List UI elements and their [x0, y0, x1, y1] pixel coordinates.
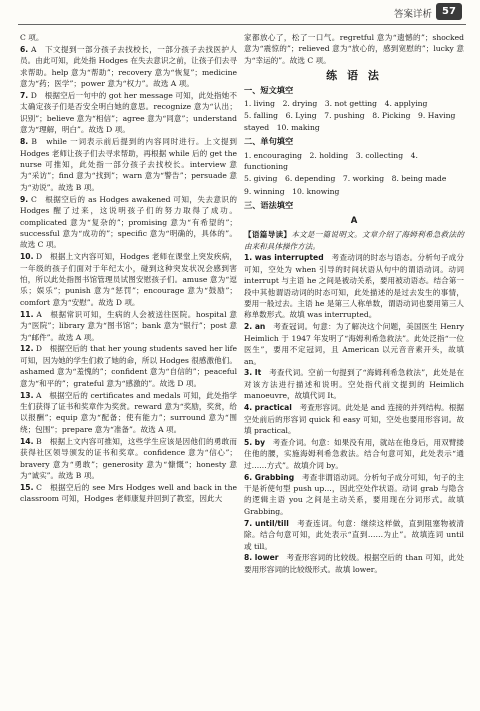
section-heading-1: [244, 85, 464, 96]
header-label: 答案详析: [393, 9, 432, 20]
answer-number: 3.: [244, 368, 253, 378]
explanation-text: 考查冠词。句意：为了解决这个问题，美国医生 Henry Heimlich 于 1947 年发明了“海姆利希急救法”。此处泛指“一位医生”，要用不定冠词，且 American 以元音音素开头，故填 an。: [244, 322, 464, 366]
answer-word: an: [254, 322, 266, 332]
grammar-answer-item: [244, 472, 464, 518]
answer-number: 4.: [244, 403, 253, 413]
explanation-text: 考查动词的时态与语态。分析句子成分可知，空处为 when 引导的时间状语从句中的谓语动词。动词 interrupt 与主语 he 之间是被动关系，要用被动语态。结合第一段中其他谓语动词的时态可知，此处描述的是过去发生的事情，要用一般过去。主语 he 是第三人称单数，谓语动词也要用第三人称单数形式。故填 was interrupted。: [244, 253, 465, 320]
page-header: [0, 0, 480, 26]
answer-number: 6.: [244, 472, 253, 482]
answer-number: 5.: [244, 437, 253, 447]
explanation-paragraph: [20, 251, 237, 308]
grammar-answer-item: [244, 552, 464, 575]
section-heading-2-text: 二、单句填空: [244, 136, 294, 147]
part-label: A: [350, 215, 358, 226]
grammar-answer-item: [244, 518, 464, 552]
answer-line: 5. falling 6. Lying 7. pushing 8. Picking 9. Having stayed 10. making: [244, 111, 456, 132]
explanation-paragraph: [20, 390, 237, 436]
grammar-answer-item: [244, 252, 464, 320]
explanation-paragraph: [20, 90, 237, 136]
explanation-text: 家都放心了，松了一口气。regretful 意为“遗憾的”；shocked 意为“震惊的”；relieved 意为“放心的，感到宽慰的”；lucky 意为“幸运的”。故选 C 项。: [244, 33, 464, 65]
explanation-text: 考查形容词。此处是 and 连接的并列结构。根据空处前后的形容词 quick 和 easy 可知，空处也要用形容词。故填 practical。: [244, 403, 465, 435]
grammar-answer-item: [244, 321, 464, 367]
explanation-text: D 根据空后一句中的 got her message 可知，此处指她不太确定孩子们是否安全明白她的意思。recognize 意为“认出；识别”；believe 意为“相信”；agree 意为“同意”；understand 意为“理解，明白”。故选 D 项。: [20, 91, 237, 135]
answer-number: 7.: [244, 518, 253, 528]
explanation-paragraph: [20, 343, 237, 389]
answer-number: 12.: [20, 344, 34, 354]
answer-word: practical: [254, 403, 292, 413]
right-column: [244, 32, 464, 576]
section-heading-3: [244, 200, 464, 211]
explanation-text: D 根据上文内容可知，Hodges 老师在课堂上突发疾病，一年级的孩子们面对于年纪太小，碰到这种突发状况会感到害怕，所以此处指图书馆管理员试图安慰孩子们。amuse 意为“逗乐；娱乐”；punish 意为“惩罚”；encourage 意为“鼓励”；comfort 意为“安慰”。故选 D 项。: [20, 252, 237, 307]
grammar-answer-item: [244, 402, 464, 436]
left-column: [20, 32, 237, 505]
passage-guide: [244, 229, 464, 252]
answer-number: 2.: [244, 322, 253, 332]
explanation-text: C 根据空后的 as Hodges awakened 可知，失去意识的 Hodges 醒了过来，这说明孩子们的努力取得了成功。complicated 意为“复杂的”；promising 意为“有希望的”；successful 意为“成功的”；specific 意为“明确的，具体的”。故选 C 项。: [20, 194, 237, 250]
answer-word: until/till: [254, 518, 289, 528]
right-continued-text: [244, 32, 464, 66]
section-heading-2: [244, 136, 464, 147]
answer-number: 14.: [20, 436, 34, 446]
explanation-text: 考查代词。空前一句提到了“海姆利希急救法”，此处是在对该方法进行描述和说明。空处指代前文提到的 Heimlich manoeuvre，故填代词 It。: [244, 368, 465, 401]
answer-number: 8.: [20, 137, 29, 147]
guide-tag: 【语篇导读】: [244, 230, 292, 240]
answer-word: lower: [254, 553, 279, 563]
answer-number: 11.: [20, 309, 34, 319]
answer-line: 1. encouraging 2. holding 3. collecting 4. functioning: [244, 150, 418, 172]
section-1-answers: [244, 98, 464, 133]
explanation-paragraph: [20, 482, 237, 505]
practice-title: 练 语 法: [326, 69, 382, 83]
answer-number: 1.: [244, 253, 253, 263]
explanation-paragraph: [20, 136, 237, 193]
answer-line: 1. living 2. drying 3. not getting 4. applying: [244, 99, 428, 109]
answer-word: by: [254, 437, 266, 447]
answer-line: 9. winning 10. knowing: [244, 186, 340, 196]
explanation-text: C 项。: [20, 33, 44, 42]
answer-word: was interrupted: [254, 253, 324, 263]
answer-number: 15.: [20, 482, 34, 492]
answer-word: Grabbing: [254, 472, 295, 482]
answer-line: 5. giving 6. depending 7. working 8. being made: [244, 174, 447, 184]
explanation-text: A 根据常识可知，生病的人会被送往医院。hospital 意为“医院”；library 意为“图书馆”；bank 意为“银行”；post 意为“邮件”。故选 A 项。: [20, 309, 237, 342]
answer-number: 8.: [244, 553, 253, 563]
explanation-paragraph: [20, 194, 237, 251]
grammar-answer-item: [244, 437, 464, 471]
explanation-paragraph: [244, 32, 464, 66]
explanation-text: 考查形容词的比较级。根据空后的 than 可知，此处要用形容词的比较级形式。故填 lower。: [244, 553, 465, 574]
section-2-answers: [244, 150, 464, 198]
explanation-paragraph: [20, 32, 237, 43]
guide-text: 本文是一篇说明文。文章介绍了海姆利希急救法的由来和具体操作方法。: [244, 230, 464, 251]
explanation-paragraph: [20, 44, 237, 90]
explanation-text: B 根据上文内容可推知，这些学生应该是因他们的勇敢而获得社区领导颁发的证书和奖章。confidence 意为“信心”；bravery 意为“勇敢”；generosity 意为“慷慨”；honesty 意为“诚实”。故选 B 项。: [20, 436, 237, 480]
explanation-text: D 根据空后的 that her young students saved her life 可知，因为她的学生们救了她的命，所以 Hodges 很感激他们。ashamed 意为“羞愧的”；confident 意为“自信的”；peaceful 意为“和平的”；grateful 意为“感激的”。故选 D 项。: [20, 344, 237, 388]
explanation-text: B while 一词表示前后提到的内容同时进行。上文提到 Hodges 老师让孩子们去寻求帮助，再根据 while 后的 get the nurse 可推知，此处指一部分孩子去找校长。interview 意为“采访”；find 意为“找到”；warn 意为“警告”；persuade 意为“劝说”。故选 B 项。: [20, 137, 238, 192]
answer-number: 6.: [20, 44, 29, 54]
answer-word: It: [254, 368, 262, 378]
answer-number: 7.: [20, 91, 29, 101]
page-number: 57: [436, 3, 462, 20]
answer-number: 10.: [20, 252, 34, 262]
answer-number: 9.: [20, 194, 29, 204]
explanation-paragraph: [20, 436, 237, 482]
explanation-text: A 根据空后的 certificates and medals 可知，此处指学生们获得了证书和奖章作为奖赏。reward 意为“奖励，奖赏，给以报酬”；equip 意为“配备；使有能力”；surround 意为“围绕；包围”；prepare 意为“准备”。故选 A 项。: [20, 390, 237, 434]
answer-number: 13.: [20, 390, 34, 400]
grammar-answer-item: [244, 367, 464, 401]
header-rule: [18, 24, 466, 25]
explanation-paragraph: [20, 309, 237, 343]
explanation-text: A 下文提到一部分孩子去找校长，一部分孩子去找医护人员。由此可知，此处指 Hodges 在失去意识之前，让孩子们去寻求帮助。help 意为“帮助”；recovery 意为“恢复”；medicine 意为“药；医学”；power 意为“权力”。故选 A 项。: [20, 44, 237, 89]
grammar-answer-list: [244, 252, 464, 575]
explanation-text: C 根据空后的 see Mrs Hodges well and back in the classroom 可知，Hodges 老师康复并回到了教室，因此大: [20, 482, 237, 504]
explanation-text: 考查非谓语动词。分析句子成分可知，句子的主干是祈使句型 push up…，因此空处作状语。动词 grab 与隐含的逻辑主语 you 之间是主动关系，要用现在分词形式。故填 Grabbing。: [244, 472, 465, 516]
explanation-text: 考查介词。句意：如果没有用，就站在他身后，用双臂搂住他的腰，实施海姆利希急救法。结合句意可知，此处表示“通过……方式”。故填介词 by。: [244, 437, 465, 470]
explanation-text: 考查连词。句意：继续这样做，直到阻塞物被清除。结合句意可知，此处表示“直到……为止”。故填连词 until 或 till。: [244, 518, 465, 551]
section-heading-1-text: 一、短文填空: [244, 84, 294, 95]
section-heading-3-text: 三、语法填空: [244, 200, 294, 211]
